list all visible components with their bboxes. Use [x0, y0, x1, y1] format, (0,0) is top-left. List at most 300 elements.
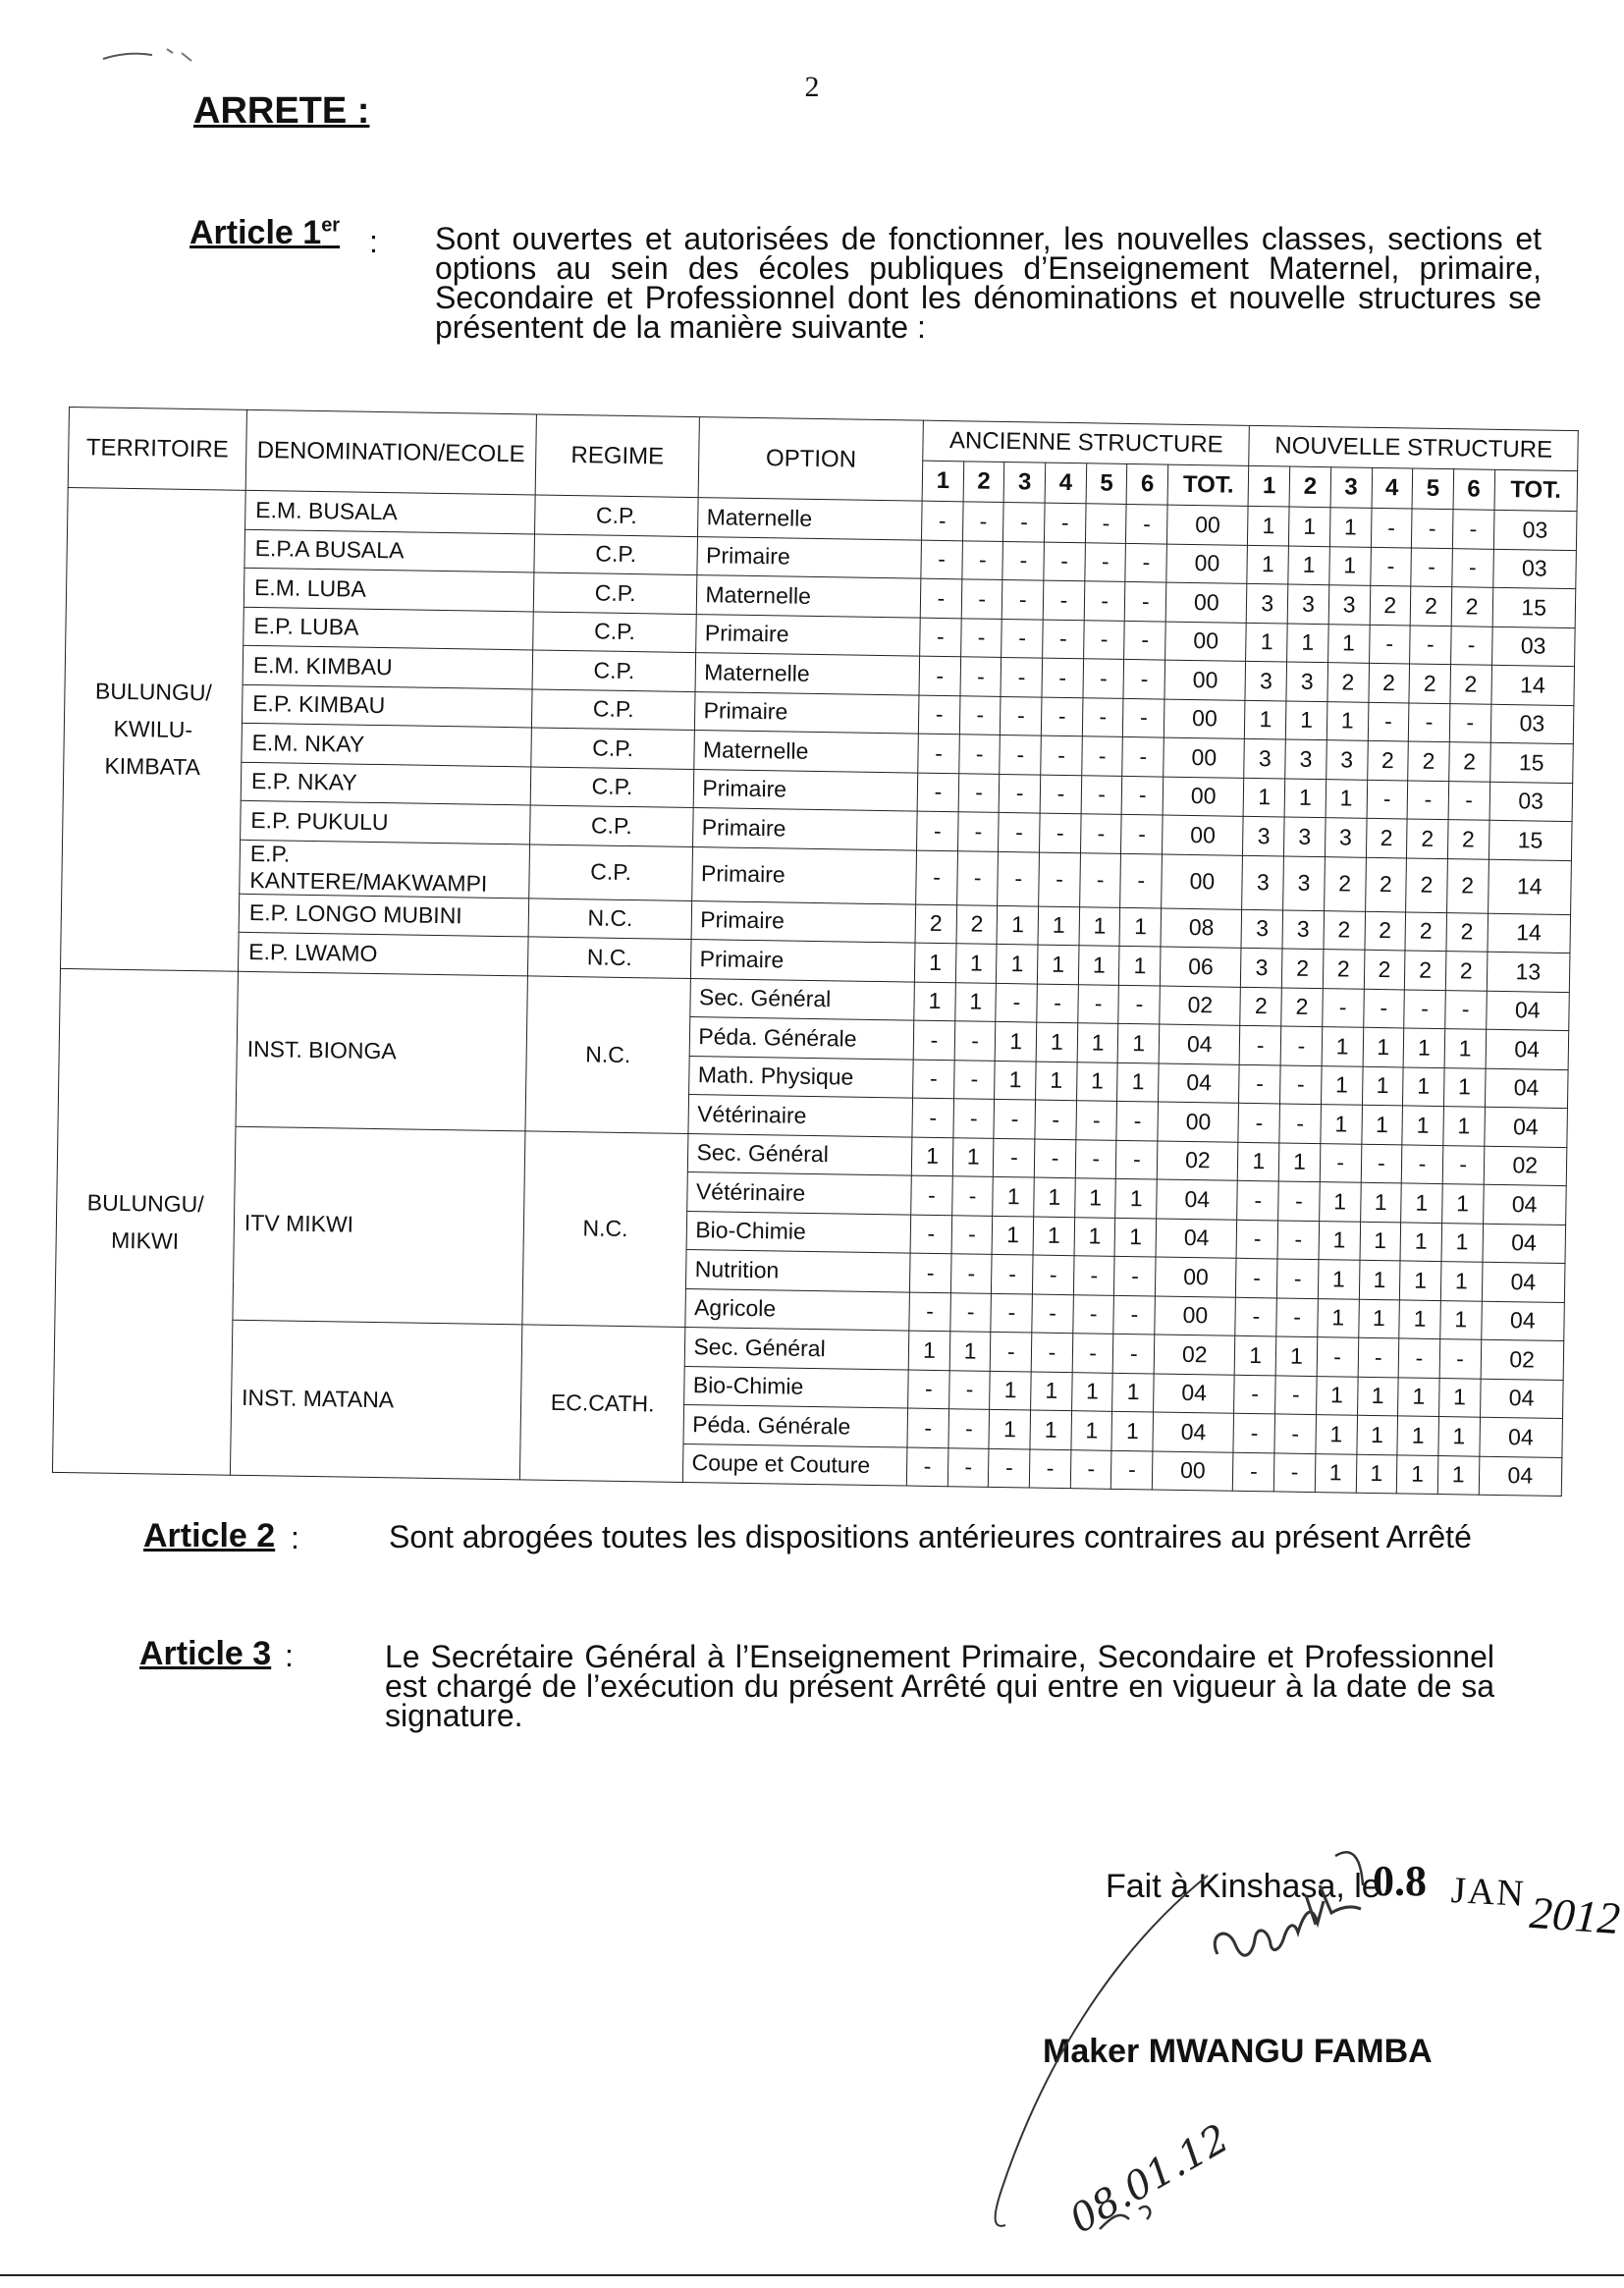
new-structure-cell: 1	[1327, 624, 1369, 663]
new-structure-cell: 1	[1275, 1336, 1317, 1376]
new-structure-cell: -	[1236, 1258, 1277, 1297]
old-structure-cell: -	[1082, 736, 1123, 776]
old-total-cell: 00	[1156, 1257, 1237, 1297]
old-total-cell: 00	[1162, 854, 1243, 909]
old-structure-cell: -	[1039, 852, 1081, 907]
new-structure-cell: 3	[1244, 738, 1285, 778]
new-structure-cell: -	[1442, 1145, 1484, 1184]
old-structure-cell: 1	[1118, 1023, 1160, 1062]
school-name-cell: E.P.A BUSALA	[244, 529, 534, 572]
new-structure-cell: -	[1273, 1452, 1315, 1492]
new-structure-cell: 1	[1403, 1066, 1444, 1106]
old-structure-cell: 1	[1076, 1062, 1117, 1101]
old-structure-cell: -	[956, 850, 999, 905]
old-structure-cell: -	[1037, 984, 1078, 1023]
new-structure-cell: 1	[1443, 1067, 1485, 1107]
new-structure-cell: 1	[1238, 1142, 1279, 1181]
new-structure-cell: -	[1358, 1337, 1399, 1377]
old-structure-cell: -	[1041, 697, 1082, 736]
column-total: TOT.	[1167, 464, 1249, 506]
header-nouvelle-structure: NOUVELLE STRUCTURE	[1249, 425, 1578, 470]
old-structure-cell: 1	[1036, 1022, 1077, 1062]
new-structure-cell: 1	[1444, 1029, 1486, 1068]
new-structure-cell: 1	[1326, 779, 1367, 818]
old-structure-cell: 1	[1117, 1062, 1159, 1102]
new-structure-cell: 1	[1316, 1415, 1357, 1454]
new-structure-cell: 2	[1405, 951, 1446, 990]
new-structure-cell: -	[1237, 1220, 1278, 1259]
old-total-cell: 00	[1167, 505, 1249, 545]
new-structure-cell: 2	[1447, 820, 1489, 859]
old-structure-cell: -	[1045, 503, 1086, 542]
old-structure-cell: -	[910, 1253, 951, 1292]
regime-cell: C.P.	[531, 728, 695, 769]
old-structure-cell: -	[1123, 659, 1164, 698]
old-structure-cell: -	[989, 1448, 1030, 1488]
new-structure-cell: 1	[1321, 1065, 1362, 1105]
signature-place: Fait à Kinshasa, le	[1106, 1868, 1380, 1905]
new-structure-cell: 1	[1400, 1222, 1441, 1261]
new-structure-cell: 2	[1365, 857, 1407, 912]
school-name-cell: E.P. NKAY	[241, 762, 530, 805]
regime-cell: C.P.	[528, 844, 693, 900]
old-structure-cell: -	[992, 1254, 1033, 1293]
old-total-cell: 00	[1164, 699, 1245, 739]
new-total-cell: 13	[1487, 952, 1570, 992]
regime-cell: C.P.	[532, 611, 696, 652]
old-structure-cell: -	[1040, 813, 1081, 852]
old-structure-cell: -	[991, 1293, 1032, 1333]
column-year-6: 6	[1453, 469, 1494, 511]
new-structure-cell: -	[1412, 509, 1453, 548]
option-cell: Péda. Générale	[683, 1404, 907, 1446]
new-structure-cell: -	[1439, 1339, 1481, 1379]
new-structure-cell: -	[1410, 625, 1451, 664]
new-structure-cell: 2	[1364, 950, 1405, 989]
article-2-colon: :	[291, 1520, 299, 1555]
regime-cell: C.P.	[530, 766, 694, 807]
old-total-cell: 02	[1160, 986, 1241, 1026]
old-structure-cell: -	[1084, 581, 1125, 621]
old-structure-cell: -	[1002, 579, 1044, 619]
old-structure-cell: -	[908, 1370, 949, 1409]
new-structure-cell: 1	[1326, 701, 1368, 740]
old-structure-cell: 1	[1071, 1411, 1112, 1450]
old-structure-cell: -	[1001, 696, 1042, 735]
new-structure-cell: -	[1277, 1220, 1319, 1259]
old-structure-cell: -	[1000, 735, 1041, 774]
new-total-cell: 15	[1489, 742, 1573, 783]
old-structure-cell: 1	[908, 1331, 949, 1370]
old-structure-cell: -	[1040, 775, 1081, 814]
old-structure-cell: -	[1113, 1334, 1155, 1373]
new-total-cell: 03	[1492, 549, 1576, 589]
school-name-cell: E.M. NKAY	[242, 723, 531, 766]
old-structure-cell: 1	[1112, 1373, 1154, 1412]
old-structure-cell: -	[1083, 620, 1124, 659]
old-total-cell: 00	[1152, 1450, 1233, 1491]
new-structure-cell: 2	[1240, 987, 1281, 1026]
page-bottom-line	[0, 2274, 1624, 2276]
old-structure-cell: -	[916, 850, 958, 905]
new-total-cell: 14	[1490, 665, 1574, 705]
old-total-cell: 00	[1163, 815, 1244, 855]
old-structure-cell: -	[1126, 504, 1167, 543]
column-year-5: 5	[1086, 463, 1127, 505]
option-cell: Primaire	[694, 769, 918, 811]
old-structure-cell: -	[919, 656, 960, 695]
regime-cell: C.P.	[534, 495, 698, 536]
old-total-cell: 00	[1158, 1102, 1239, 1142]
school-name-cell: E.M. KIMBAU	[243, 645, 532, 688]
new-structure-cell: -	[1233, 1452, 1274, 1492]
old-structure-cell: -	[1072, 1334, 1113, 1373]
new-structure-cell: 1	[1329, 508, 1371, 547]
new-structure-cell: 2	[1451, 587, 1492, 626]
old-structure-cell: -	[921, 540, 962, 579]
new-total-cell: 04	[1484, 1107, 1567, 1147]
old-structure-cell: -	[1078, 984, 1119, 1023]
regime-cell: C.P.	[532, 650, 696, 691]
old-structure-cell: 1	[911, 1137, 952, 1176]
school-name-cell: E.P. KIMBAU	[242, 684, 531, 728]
new-structure-cell: 1	[1400, 1261, 1441, 1300]
regime-cell: C.P.	[529, 805, 693, 846]
old-structure-cell: -	[920, 618, 961, 657]
article-1-text: Sont ouvertes et autorisées de fonctionner, les nouvelles classes, sections et options au sein des écoles publiques d’Enseignement Maternel, primaire, Secondaire et Professionnel dont les dénominations et nouvelle structures se présentent de la manière suivante :	[435, 221, 1542, 345]
old-structure-cell: 2	[915, 904, 956, 944]
new-total-cell: 15	[1492, 587, 1576, 627]
new-structure-cell: 1	[1321, 1105, 1362, 1144]
new-structure-cell: 2	[1327, 663, 1369, 702]
new-structure-cell: 2	[1282, 949, 1324, 988]
new-structure-cell: -	[1411, 547, 1452, 586]
school-name-cell: E.P. KANTERE/MAKWAMPI	[240, 840, 530, 899]
old-structure-cell: -	[950, 1292, 992, 1332]
new-structure-cell: 2	[1324, 910, 1365, 950]
new-structure-cell: 2	[1407, 819, 1448, 858]
new-structure-cell: 2	[1367, 740, 1408, 780]
old-structure-cell: -	[1002, 541, 1044, 580]
option-cell: Primaire	[697, 536, 921, 578]
old-structure-cell: -	[948, 1409, 990, 1448]
old-structure-cell: 1	[1119, 907, 1161, 947]
new-structure-cell: 1	[1441, 1223, 1483, 1262]
old-structure-cell: -	[951, 1215, 993, 1254]
old-structure-cell: -	[958, 773, 1000, 812]
old-structure-cell: -	[1125, 543, 1166, 582]
regime-cell: N.C.	[522, 1130, 689, 1327]
old-structure-cell: -	[1041, 735, 1082, 775]
new-structure-cell: 1	[1360, 1182, 1401, 1222]
old-structure-cell: -	[1114, 1256, 1156, 1295]
new-structure-cell: -	[1452, 510, 1493, 549]
new-structure-cell: 2	[1409, 664, 1450, 703]
old-structure-cell: 1	[996, 1021, 1037, 1061]
old-structure-cell: -	[957, 812, 999, 851]
old-structure-cell: -	[917, 773, 958, 812]
header-territoire: TERRITOIRE	[68, 408, 246, 491]
old-structure-cell: -	[996, 983, 1037, 1022]
new-structure-cell: -	[1401, 1144, 1442, 1183]
new-structure-cell: -	[1235, 1297, 1276, 1336]
new-structure-cell: 3	[1285, 739, 1326, 779]
old-structure-cell: -	[953, 1060, 995, 1099]
option-cell: Sec. Général	[688, 1133, 912, 1175]
new-structure-cell: 3	[1286, 662, 1327, 701]
option-cell: Vétérinaire	[687, 1172, 911, 1215]
new-total-cell: 04	[1486, 1029, 1569, 1069]
old-structure-cell: -	[1113, 1295, 1155, 1335]
new-structure-cell: -	[1275, 1375, 1317, 1414]
new-structure-cell: 2	[1410, 586, 1451, 626]
old-structure-cell: -	[1043, 580, 1084, 620]
regime-cell: C.P.	[533, 572, 697, 614]
page-number: 2	[804, 71, 820, 103]
old-structure-cell: -	[950, 1254, 992, 1293]
new-structure-cell: -	[1238, 1103, 1279, 1142]
school-name-cell: INST. BIONGA	[236, 971, 527, 1131]
new-structure-cell: -	[1233, 1413, 1274, 1452]
old-structure-cell: 1	[914, 982, 955, 1021]
new-structure-cell: 1	[1441, 1184, 1483, 1224]
new-structure-cell: 1	[1398, 1377, 1439, 1416]
old-total-cell: 00	[1164, 660, 1246, 700]
new-structure-cell: -	[1239, 1064, 1280, 1104]
old-structure-cell: -	[959, 695, 1001, 735]
old-structure-cell: -	[1124, 621, 1165, 660]
new-structure-cell: 1	[1288, 546, 1329, 585]
old-structure-cell: -	[918, 695, 959, 735]
old-structure-cell: -	[1034, 1139, 1075, 1178]
old-structure-cell: 1	[1078, 946, 1119, 985]
old-structure-cell: -	[911, 1175, 952, 1215]
old-structure-cell: 1	[1030, 1410, 1071, 1449]
option-cell: Primaire	[691, 940, 915, 982]
new-structure-cell: 3	[1242, 855, 1284, 910]
old-structure-cell: 1	[1074, 1178, 1115, 1218]
old-structure-cell: -	[1031, 1333, 1072, 1372]
old-structure-cell: -	[907, 1408, 948, 1447]
old-structure-cell: -	[1073, 1256, 1114, 1295]
new-total-cell: 03	[1490, 704, 1574, 744]
old-structure-cell: 1	[1115, 1218, 1157, 1257]
new-total-cell: 04	[1483, 1224, 1566, 1264]
old-structure-cell: 1	[1079, 906, 1120, 946]
column-year-4: 4	[1372, 467, 1413, 509]
school-name-cell: INST. MATANA	[230, 1320, 521, 1480]
option-cell: Primaire	[693, 808, 917, 850]
old-structure-cell: 1	[949, 1332, 991, 1371]
old-total-cell: 00	[1164, 737, 1245, 778]
article-3-colon: :	[285, 1638, 294, 1673]
option-cell: Maternelle	[697, 575, 921, 618]
article-1-colon: :	[369, 224, 378, 259]
new-structure-cell: 1	[1403, 1028, 1444, 1067]
new-total-cell: 04	[1480, 1379, 1563, 1419]
new-structure-cell: 1	[1316, 1376, 1357, 1415]
decree-heading: ARRETE :	[193, 90, 370, 132]
option-cell: Maternelle	[698, 498, 922, 540]
option-cell: Primaire	[692, 846, 917, 904]
old-structure-cell: -	[998, 851, 1040, 906]
new-total-cell: 02	[1484, 1146, 1567, 1186]
new-structure-cell: 2	[1368, 663, 1409, 702]
signature-day: 0.8	[1373, 1857, 1427, 1905]
old-structure-cell: -	[1042, 658, 1083, 697]
old-structure-cell: -	[1035, 1100, 1076, 1139]
old-total-cell: 04	[1153, 1412, 1234, 1452]
old-structure-cell: 1	[1038, 906, 1079, 946]
new-structure-cell: 1	[1440, 1300, 1482, 1339]
new-structure-cell: 1	[1329, 546, 1371, 585]
old-structure-cell: 1	[1119, 946, 1161, 985]
old-structure-cell: -	[909, 1292, 950, 1332]
old-structure-cell: -	[1085, 542, 1126, 581]
new-structure-cell: -	[1280, 1026, 1322, 1065]
new-structure-cell: -	[1368, 702, 1409, 741]
old-structure-cell: -	[1079, 852, 1121, 907]
new-total-cell: 02	[1481, 1339, 1564, 1380]
article-3-label: Article 3	[139, 1635, 272, 1672]
old-structure-cell: -	[918, 734, 959, 773]
new-structure-cell: 1	[1289, 507, 1330, 546]
old-structure-cell: -	[910, 1215, 951, 1254]
scan-artifact	[98, 39, 206, 69]
new-structure-cell: 1	[1245, 700, 1286, 739]
new-structure-cell: -	[1445, 990, 1487, 1029]
new-structure-cell: 1	[1401, 1183, 1442, 1223]
column-year-2: 2	[963, 462, 1004, 503]
new-structure-cell: 2	[1406, 857, 1448, 912]
header-option: OPTION	[699, 417, 924, 502]
new-structure-cell: 1	[1278, 1142, 1320, 1181]
old-structure-cell: -	[906, 1447, 947, 1487]
schools-structure-table	[52, 407, 1579, 1497]
new-structure-cell: 1	[1438, 1417, 1480, 1456]
new-structure-cell: -	[1317, 1337, 1358, 1377]
option-cell: Bio-Chimie	[684, 1366, 908, 1408]
old-structure-cell: -	[961, 579, 1002, 619]
new-structure-cell: 1	[1360, 1222, 1401, 1261]
new-structure-cell: 3	[1247, 583, 1288, 623]
school-name-cell: E.P. LWAMO	[238, 932, 527, 975]
option-cell: Sec. Général	[685, 1327, 909, 1369]
old-structure-cell: -	[1121, 814, 1163, 853]
new-structure-cell: 1	[1319, 1221, 1360, 1260]
old-structure-cell: 1	[1077, 1023, 1118, 1062]
old-structure-cell: -	[1116, 1101, 1158, 1140]
new-structure-cell: 1	[1362, 1066, 1403, 1106]
new-structure-cell: 1	[1318, 1260, 1359, 1299]
new-structure-cell: 3	[1326, 740, 1368, 780]
option-cell: Coupe et Couture	[683, 1444, 907, 1486]
header-ecole: DENOMINATION/ECOLE	[245, 409, 536, 495]
old-total-cell: 04	[1156, 1219, 1237, 1259]
new-structure-cell: -	[1363, 989, 1404, 1028]
old-total-cell: 00	[1165, 622, 1247, 662]
old-structure-cell: -	[1070, 1449, 1111, 1489]
new-total-cell: 03	[1491, 626, 1575, 667]
new-structure-cell: 3	[1241, 909, 1282, 949]
new-structure-cell: 1	[1443, 1107, 1485, 1146]
old-total-cell: 00	[1155, 1295, 1236, 1335]
new-structure-cell: 2	[1445, 952, 1487, 991]
old-structure-cell: 1	[995, 1061, 1036, 1100]
signature-month: JAN	[1449, 1870, 1527, 1915]
new-structure-cell: 3	[1245, 661, 1286, 700]
new-structure-cell: 3	[1325, 818, 1366, 857]
old-structure-cell: -	[959, 735, 1001, 774]
old-structure-cell: 1	[997, 905, 1038, 945]
new-structure-cell: 1	[1440, 1262, 1482, 1301]
column-year-2: 2	[1289, 466, 1330, 508]
new-structure-cell: 1	[1318, 1298, 1359, 1337]
old-structure-cell: -	[962, 540, 1003, 579]
old-structure-cell: 1	[1031, 1372, 1072, 1411]
new-structure-cell: 1	[1399, 1299, 1440, 1338]
new-structure-cell: -	[1449, 703, 1490, 742]
new-structure-cell: -	[1278, 1181, 1320, 1221]
option-cell: Primaire	[696, 614, 920, 656]
new-structure-cell: 1	[1284, 779, 1326, 818]
new-structure-cell: 1	[1315, 1453, 1356, 1493]
old-structure-cell: -	[991, 1332, 1032, 1371]
new-structure-cell: 1	[1363, 1027, 1404, 1066]
old-structure-cell: -	[1001, 619, 1043, 658]
old-structure-cell: -	[1044, 542, 1085, 581]
new-structure-cell: -	[1450, 626, 1491, 665]
new-structure-cell: 1	[1235, 1335, 1276, 1375]
old-structure-cell: -	[922, 501, 963, 540]
option-cell: Vétérinaire	[688, 1095, 912, 1137]
new-total-cell: 04	[1486, 991, 1569, 1031]
new-structure-cell: 1	[1438, 1378, 1480, 1417]
old-total-cell: 02	[1157, 1141, 1238, 1181]
new-structure-cell: -	[1320, 1143, 1361, 1182]
old-structure-cell: -	[920, 578, 961, 618]
school-name-cell: E.P. LONGO MUBINI	[239, 894, 528, 937]
new-structure-cell: 3	[1287, 584, 1328, 624]
option-cell: Nutrition	[686, 1249, 910, 1291]
old-structure-cell: -	[1033, 1255, 1074, 1294]
new-structure-cell: -	[1276, 1297, 1318, 1336]
new-total-cell: 14	[1487, 913, 1570, 953]
regime-cell: N.C.	[525, 975, 691, 1133]
old-structure-cell: -	[1076, 1101, 1117, 1140]
old-structure-cell: 1	[993, 1176, 1034, 1216]
old-structure-cell: -	[1122, 776, 1164, 815]
article-1-label: Article 1er	[189, 214, 341, 251]
option-cell: Maternelle	[694, 731, 918, 773]
new-structure-cell: 2	[1446, 912, 1488, 952]
old-structure-cell: -	[913, 1020, 954, 1060]
new-structure-cell: 2	[1449, 742, 1490, 782]
old-total-cell: 00	[1166, 544, 1248, 584]
school-name-cell: ITV MIKWI	[233, 1126, 525, 1325]
new-structure-cell: -	[1280, 1064, 1322, 1104]
new-structure-cell: -	[1277, 1259, 1319, 1298]
old-structure-cell: -	[1081, 775, 1122, 814]
old-structure-cell: -	[951, 1176, 993, 1216]
new-structure-cell: -	[1369, 625, 1410, 664]
new-structure-cell: -	[1274, 1414, 1316, 1453]
new-structure-cell: -	[1361, 1144, 1402, 1183]
old-structure-cell: -	[1085, 504, 1126, 543]
new-structure-cell: 1	[1287, 624, 1328, 663]
column-year-1: 1	[922, 461, 963, 502]
new-structure-cell: -	[1398, 1338, 1439, 1378]
